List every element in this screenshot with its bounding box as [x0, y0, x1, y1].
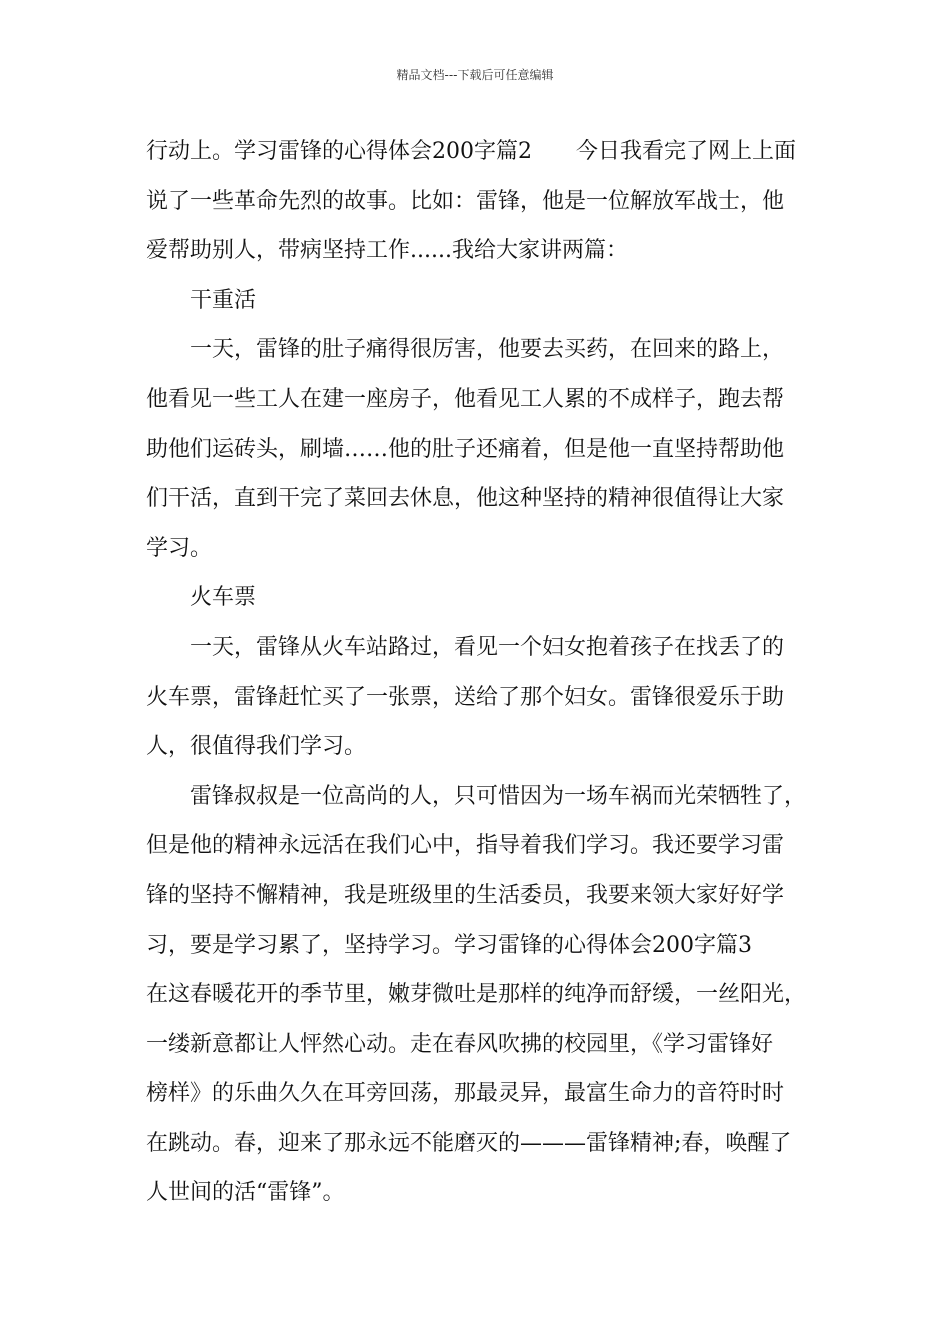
document-body [146, 127, 810, 1218]
page-header: 精品文档---下载后可任意编辑 [396, 68, 554, 82]
text-line: 爱帮助别人，带病坚持工作......我给大家讲两篇： [146, 238, 628, 264]
text-line: 锋的坚持不懈精神，我是班级里的生活委员，我要来领大家好好学 [146, 882, 785, 908]
text-line: 雷锋叔叔是一位高尚的人，只可惜因为一场车祸而光荣牺牲了， [146, 783, 807, 809]
text-line: 学习。 [146, 535, 213, 561]
section-heading: 干重活 [146, 287, 257, 313]
text-line: 但是他的精神永远活在我们心中，指导着我们学习。我还要学习雷 [146, 833, 785, 859]
text-line: 一缕新意都让人怦然心动。走在春风吹拂的校园里，《学习雷锋好 [146, 1031, 774, 1057]
text-line: 火车票，雷锋赶忙买了一张票，送给了那个妇女。雷锋很爱乐于助 [146, 684, 785, 710]
text-line: 助他们运砖头，刷墙……他的肚子还痛着，但是他一直坚持帮助他 [146, 436, 785, 462]
section-heading: 火车票 [146, 585, 257, 611]
text-line: 他看见一些工人在建一座房子，他看见工人累的不成样子，跑去帮 [146, 386, 785, 412]
text-line: 人，很值得我们学习。 [146, 734, 367, 760]
text-line: 人世间的活“雷锋”。 [146, 1180, 345, 1206]
text-line: 行动上。学习雷锋的心得体会200字篇2 今日我看完了网上上面 [146, 139, 796, 164]
text-line: 在跳动。春，迎来了那永远不能磨灭的———雷锋精神;春，唤醒了 [146, 1130, 792, 1156]
text-line: 在这春暖花开的季节里，嫩芽微吐是那样的纯净而舒缓，一丝阳光， [146, 982, 807, 1008]
text-line: 一天，雷锋从火车站路过，看见一个妇女抱着孩子在找丢了的 [146, 634, 785, 660]
text-line: 们干活，直到干完了菜回去休息，他这种坚持的精神很值得让大家 [146, 486, 785, 512]
text-line: 一天，雷锋的肚子痛得很厉害，他要去买药，在回来的路上， [146, 337, 785, 363]
text-line: 说了一些革命先烈的故事。比如：雷锋，他是一位解放军战士，他 [146, 188, 785, 214]
text-line: 榜样》的乐曲久久在耳旁回荡，那最灵异，最富生命力的音符时时 [146, 1081, 785, 1107]
text-line: 习，要是学习累了，坚持学习。学习雷锋的心得体会200字篇3 [146, 932, 752, 958]
